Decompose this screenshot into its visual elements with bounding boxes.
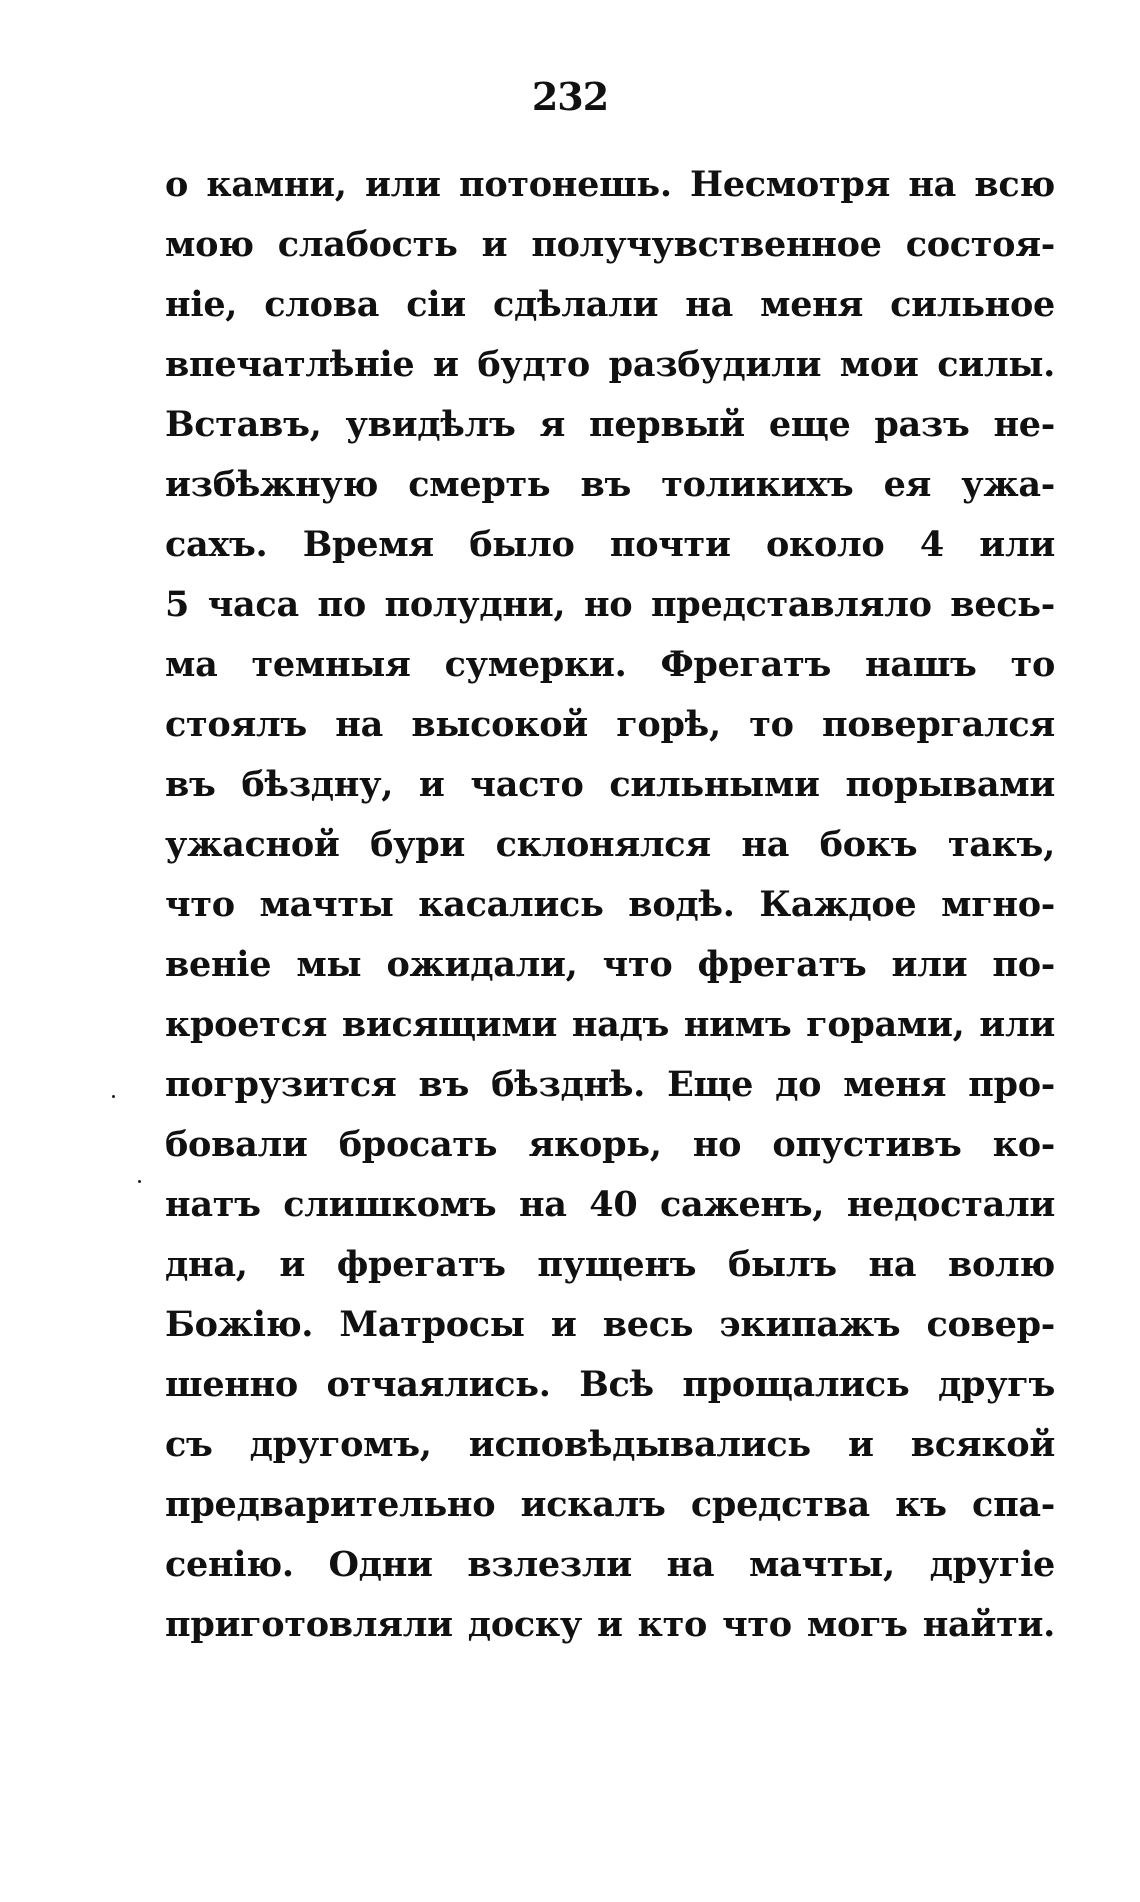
- text-line: ужасной бури склонялся на бокъ такъ,: [165, 824, 1055, 865]
- print-speck: [138, 1180, 141, 1183]
- text-line: съ другомъ, исповѣдывались и всякой: [165, 1424, 1055, 1465]
- text-line: что мачты касались водѣ. Каждое мгно-: [165, 884, 1055, 925]
- text-line: шенно отчаялись. Всѣ прощались другъ: [165, 1364, 1055, 1405]
- text-line: въ бѣздну, и часто сильными порывами: [165, 764, 1055, 805]
- text-line: дна, и фрегатъ пущенъ былъ на волю: [165, 1244, 1055, 1285]
- text-line: погрузится въ бѣзднѣ. Еще до меня про-: [165, 1064, 1055, 1105]
- text-line: 5 часа по полудни, но представляло весь-: [165, 584, 1055, 625]
- text-line: мою слабость и получувственное состоя-: [165, 224, 1055, 265]
- text-line: кроется висящими надъ нимъ горами, или: [165, 1004, 1055, 1045]
- text-line: о камни, или потонешь. Несмотря на всю: [165, 164, 1055, 205]
- text-line: Вставъ, увидѣлъ я первый еще разъ не-: [165, 404, 1055, 445]
- text-line: впечатлѣніе и будто разбудили мои силы.: [165, 344, 1055, 385]
- text-line: натъ слишкомъ на 40 саженъ, недостали: [165, 1184, 1055, 1225]
- text-line: предварительно искалъ средства къ спа-: [165, 1484, 1055, 1525]
- text-line: ма темныя сумерки. Фрегатъ нашъ то: [165, 644, 1055, 685]
- print-speck: [112, 1095, 115, 1098]
- text-line: веніе мы ожидали, что фрегатъ или по-: [165, 944, 1055, 985]
- text-line: бовали бросать якорь, но опустивъ ко-: [165, 1124, 1055, 1165]
- text-line: Божію. Матросы и весь экипажъ совер-: [165, 1304, 1055, 1345]
- text-line: ніе, слова сіи сдѣлали на меня сильное: [165, 284, 1055, 325]
- text-line: сахъ. Время было почти около 4 или: [165, 524, 1055, 565]
- text-line: избѣжную смерть въ толикихъ ея ужа-: [165, 464, 1055, 505]
- text-line: стоялъ на высокой горѣ, то повергался: [165, 704, 1055, 745]
- text-line: сенію. Одни взлезли на мачты, другіе: [165, 1544, 1055, 1585]
- text-line: приготовляли доску и кто что могъ найти.: [165, 1604, 1055, 1645]
- body-text: [165, 155, 1055, 1655]
- page-number: 232: [531, 74, 609, 119]
